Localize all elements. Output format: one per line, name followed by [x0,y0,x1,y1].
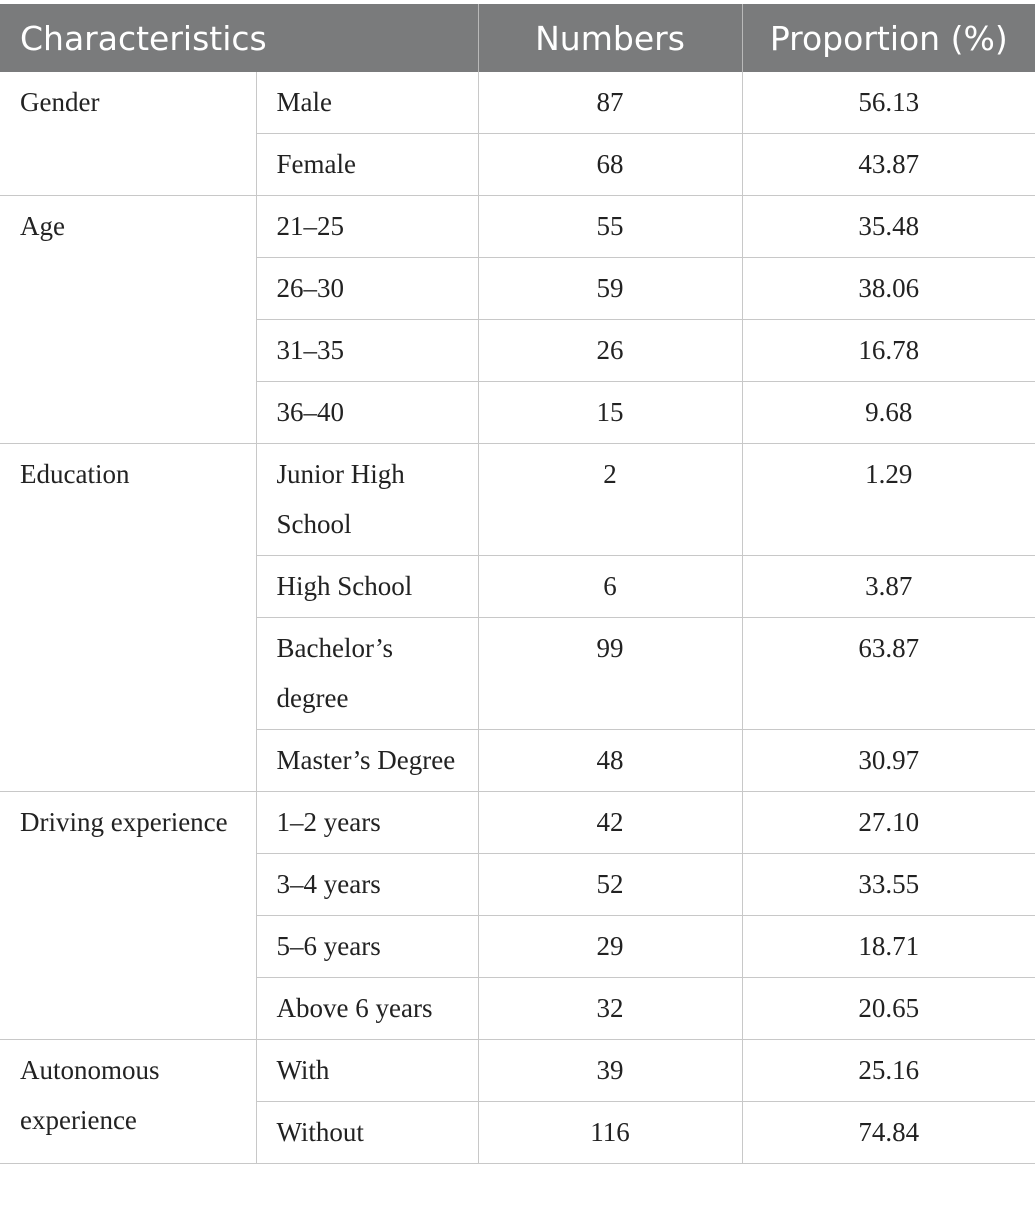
proportion-cell: 30.97 [742,730,1035,792]
subcategory-cell: Without [256,1102,478,1164]
table-row [0,1040,1035,1102]
category-cell: Age [0,196,256,444]
number-cell: 48 [478,730,742,792]
proportion-cell: 18.71 [742,916,1035,978]
number-cell: 68 [478,134,742,196]
proportion-cell: 25.16 [742,1040,1035,1102]
proportion-cell: 63.87 [742,618,1035,730]
table-body [0,72,1035,1164]
subcategory-cell: 1–2 years [256,792,478,854]
number-cell: 32 [478,978,742,1040]
subcategory-cell: Above 6 years [256,978,478,1040]
table-row [0,196,1035,258]
table-row [0,444,1035,556]
category-cell: Education [0,444,256,792]
proportion-cell: 20.65 [742,978,1035,1040]
number-cell: 59 [478,258,742,320]
proportion-cell: 3.87 [742,556,1035,618]
subcategory-cell: 5–6 years [256,916,478,978]
table-header [0,4,1035,72]
proportion-cell: 27.10 [742,792,1035,854]
number-cell: 52 [478,854,742,916]
subcategory-cell: Male [256,72,478,134]
header-numbers: Numbers [478,4,742,72]
category-cell: Driving experience [0,792,256,1040]
subcategory-cell: 26–30 [256,258,478,320]
number-cell: 26 [478,320,742,382]
number-cell: 29 [478,916,742,978]
number-cell: 6 [478,556,742,618]
header-row [0,4,1035,72]
proportion-cell: 16.78 [742,320,1035,382]
proportion-cell: 43.87 [742,134,1035,196]
subcategory-cell: 3–4 years [256,854,478,916]
subcategory-cell: 36–40 [256,382,478,444]
number-cell: 2 [478,444,742,556]
number-cell: 116 [478,1102,742,1164]
table-row [0,72,1035,134]
category-cell: Autonomous experience [0,1040,256,1164]
number-cell: 15 [478,382,742,444]
subcategory-cell: 21–25 [256,196,478,258]
demographics-table [0,4,1035,1164]
subcategory-cell: Bachelor’s degree [256,618,478,730]
number-cell: 87 [478,72,742,134]
number-cell: 42 [478,792,742,854]
number-cell: 99 [478,618,742,730]
proportion-cell: 9.68 [742,382,1035,444]
table-row [0,792,1035,854]
proportion-cell: 38.06 [742,258,1035,320]
proportion-cell: 74.84 [742,1102,1035,1164]
proportion-cell: 33.55 [742,854,1035,916]
proportion-cell: 1.29 [742,444,1035,556]
subcategory-cell: Female [256,134,478,196]
subcategory-cell: 31–35 [256,320,478,382]
category-cell: Gender [0,72,256,196]
number-cell: 39 [478,1040,742,1102]
subcategory-cell: With [256,1040,478,1102]
header-proportion: Proportion (%) [742,4,1035,72]
proportion-cell: 56.13 [742,72,1035,134]
subcategory-cell: Master’s Degree [256,730,478,792]
subcategory-cell: Junior High School [256,444,478,556]
subcategory-cell: High School [256,556,478,618]
header-characteristics: Characteristics [0,4,478,72]
number-cell: 55 [478,196,742,258]
proportion-cell: 35.48 [742,196,1035,258]
